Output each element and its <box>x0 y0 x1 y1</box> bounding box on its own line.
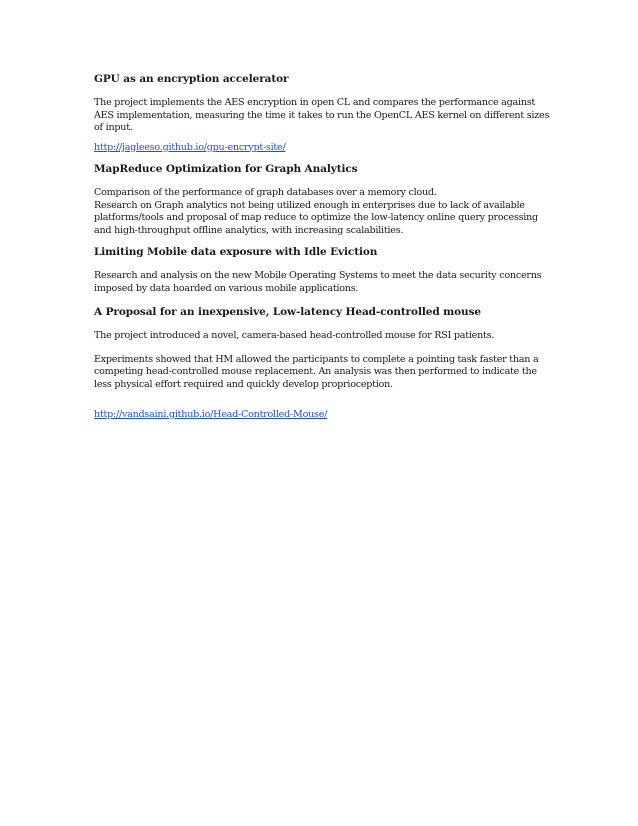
project-description <box>94 97 554 135</box>
description-line: platforms/tools and proposal of map reduce to optimize the low-latency online query processing <box>94 212 538 223</box>
description-line: less physical effort required and quickly develop proprioception. <box>94 378 393 390</box>
project-heading: MapReduce Optimization for Graph Analytics <box>94 163 358 175</box>
project-gpu-encryption <box>94 72 554 154</box>
description-line: imposed by data hoarded on various mobile applications. <box>94 282 359 294</box>
project-idle-eviction <box>94 245 554 295</box>
description-line: and high-throughput offline analytics, with increasing scalabilities. <box>94 224 404 236</box>
description-line: Research on Graph analytics not being utilized enough in enterprises due to lack of available <box>94 199 525 211</box>
project-heading: GPU as an encryption accelerator <box>94 73 289 85</box>
project-description <box>94 354 554 392</box>
description-line: competing head-controlled mouse replacement. An analysis was then performed to indicate the <box>94 366 537 377</box>
project-link[interactable]: http://jagleeso.github.io/gpu-encrypt-site/ <box>94 141 286 153</box>
description-line: The project implements the AES encryption in open CL and compares the performance against <box>94 97 536 108</box>
project-heading: A Proposal for an inexpensive, Low-latency Head-controlled mouse <box>94 306 481 318</box>
project-head-mouse <box>94 305 554 422</box>
project-heading: Limiting Mobile data exposure with Idle Eviction <box>94 246 378 258</box>
project-intro: The project introduced a novel, camera-based head-controlled mouse for RSI patients. <box>94 330 495 341</box>
project-description <box>94 270 554 295</box>
description-line: of input. <box>94 122 133 133</box>
project-mapreduce <box>94 162 554 237</box>
project-description <box>94 187 554 237</box>
description-line: AES implementation, measuring the time it takes to run the OpenCL AES kernel on different sizes <box>94 109 550 121</box>
description-line: Experiments showed that HM allowed the participants to complete a pointing task faster than a <box>94 353 539 365</box>
document-page <box>94 72 554 422</box>
description-line: Research and analysis on the new Mobile Operating Systems to meet the data security concerns <box>94 270 542 281</box>
project-link[interactable]: http://vandsaini.github.io/Head-Controlled-Mouse/ <box>94 409 328 420</box>
description-line: Comparison of the performance of graph databases over a memory cloud. <box>94 187 437 198</box>
